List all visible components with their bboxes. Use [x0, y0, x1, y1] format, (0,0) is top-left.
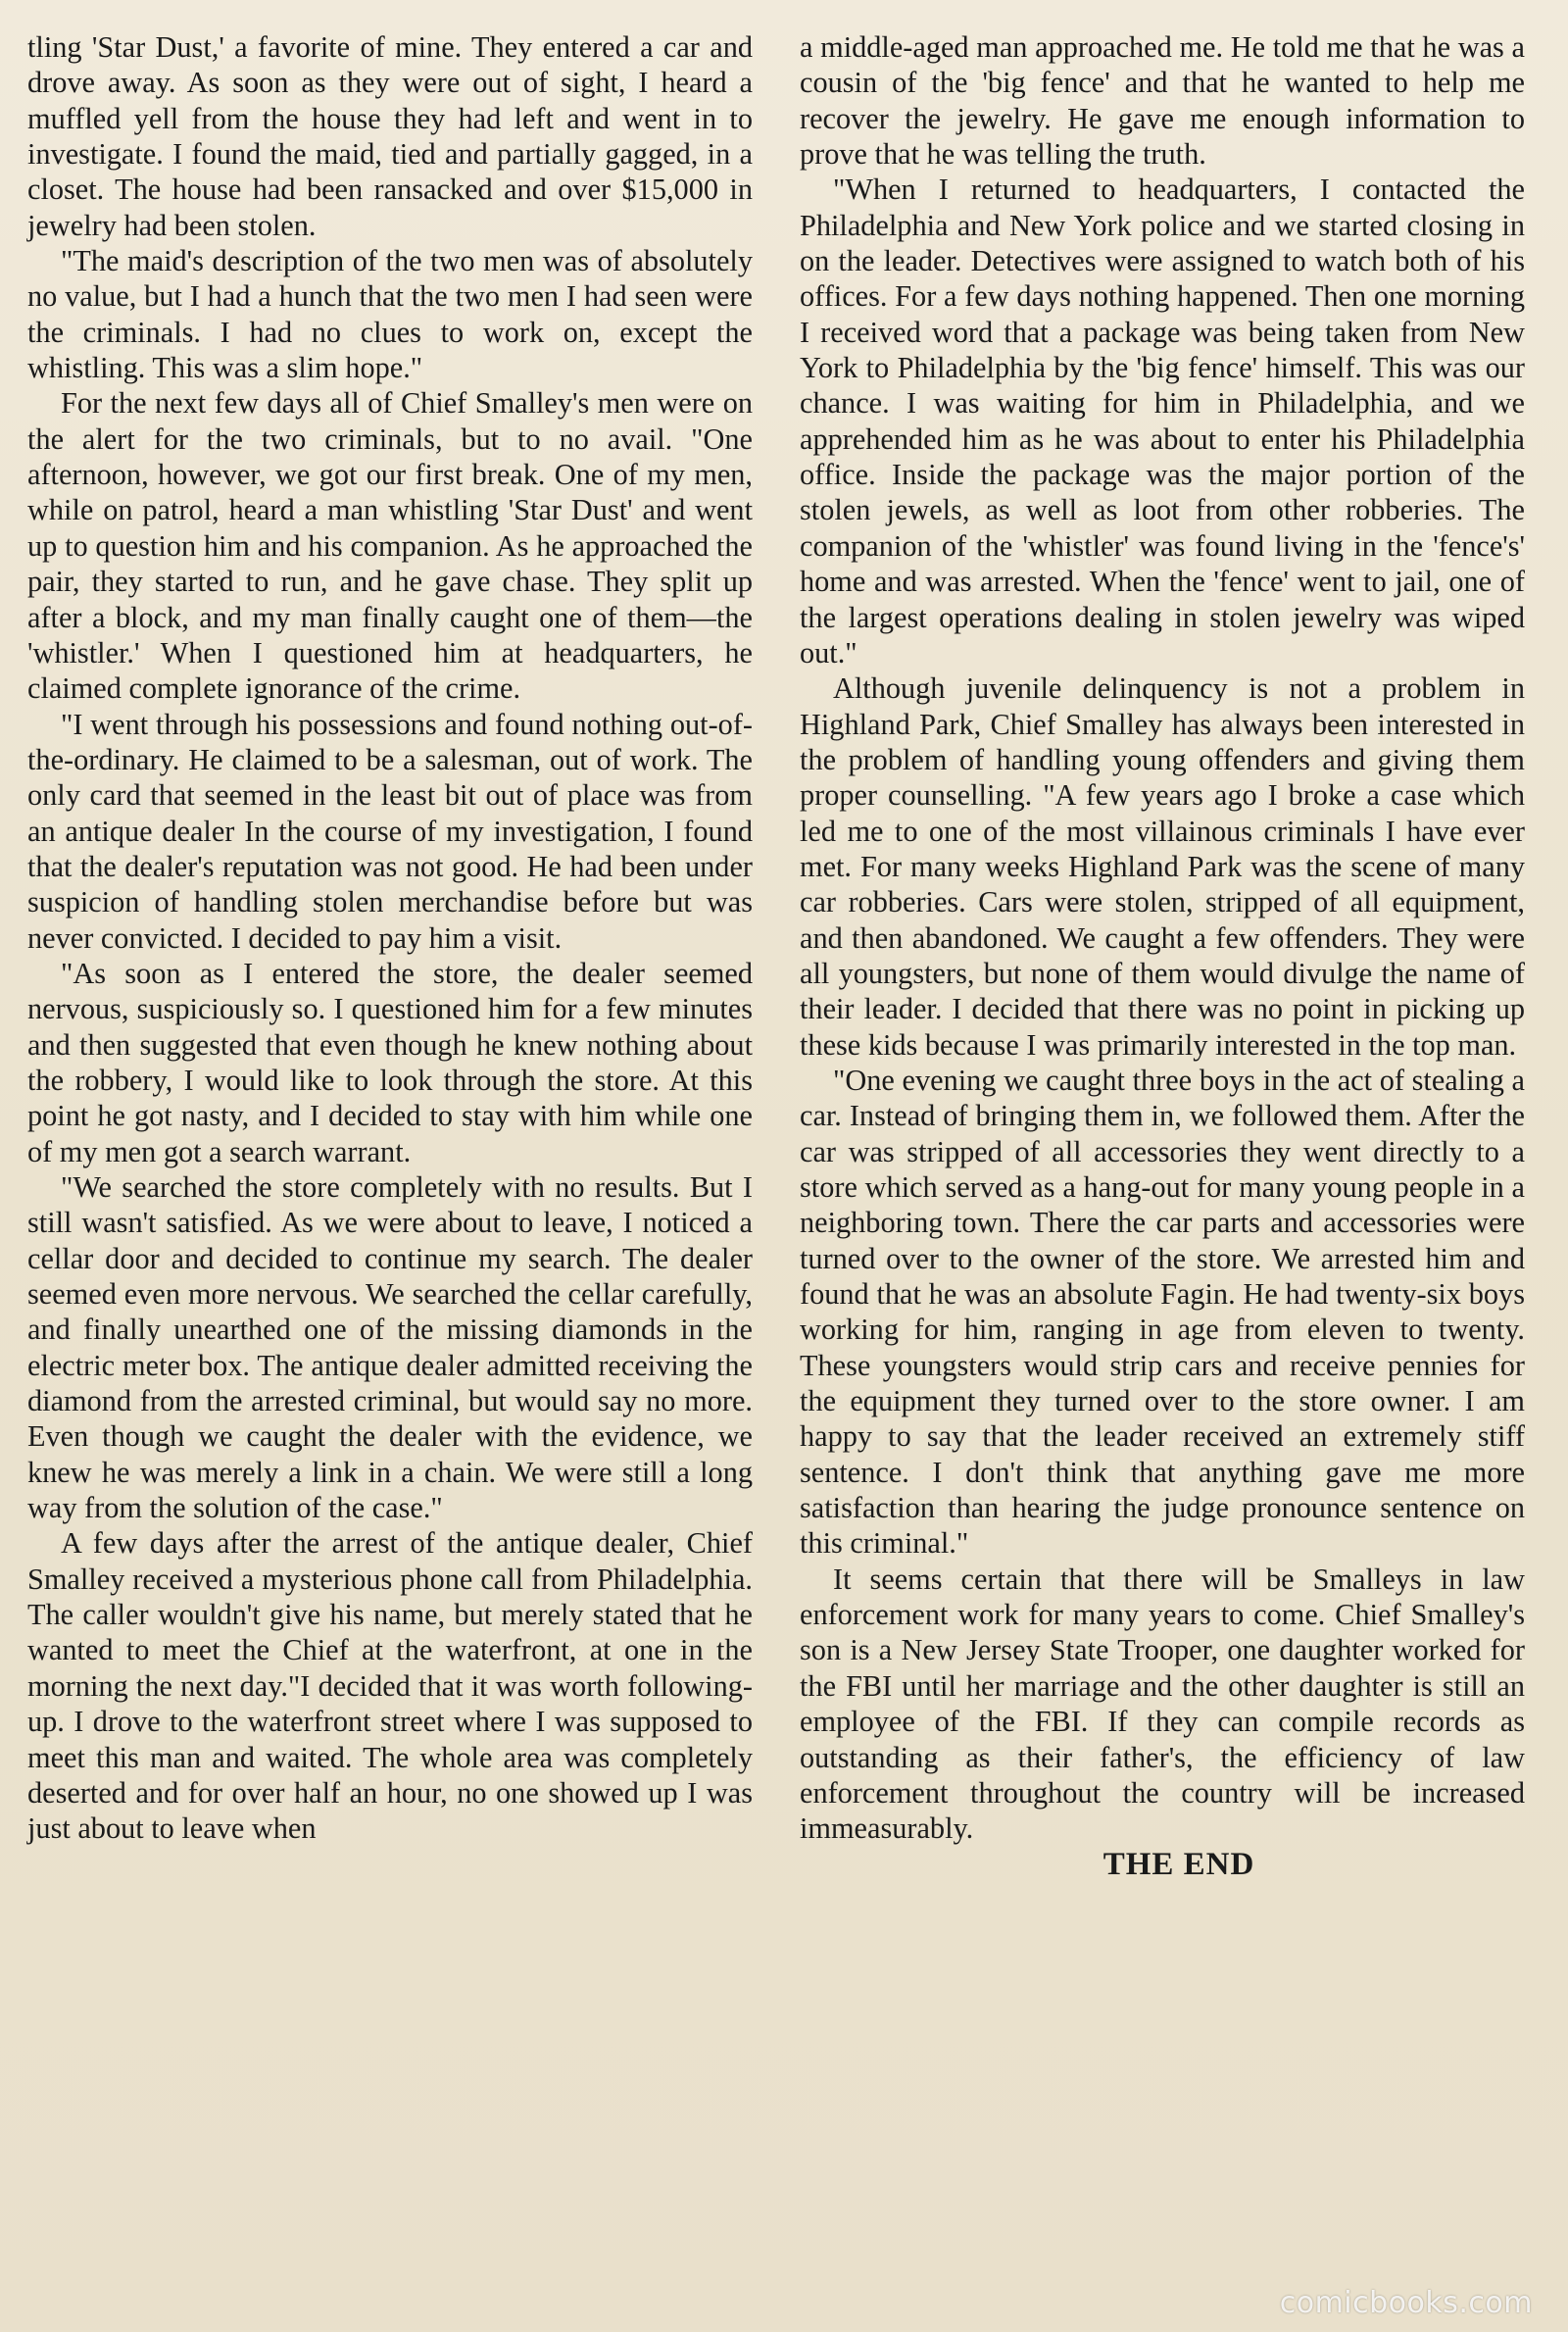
- paragraph: A few days after the arrest of the antique dealer, Chief Smalley received a mysterious phone call from Philadelphia. The caller wouldn't give his name, but merely stated that he wanted to meet the Chief at the waterfront, at one in the morning the next day."I decided that it was worth following-up. I drove to the waterfront street where I was supposed to meet this man and waited. The whole area was completely deserted and for over half an hour, no one showed up I was just about to leave when: [27, 1526, 753, 1846]
- paragraph: tling 'Star Dust,' a favorite of mine. They entered a car and drove away. As soon as they were out of sight, I heard a muffled yell from the house they had left and went in to investigate. I found the maid, tied and partially gagged, in a closet. The house had been ransacked and over $15,000 in jewelry had been stolen.: [27, 30, 753, 242]
- paragraph: For the next few days all of Chief Smalley's men were on the alert for the two criminals, but to no avail. "One afternoon, however, we got our first break. One of my men, while on patrol, heard a man whistling 'Star Dust' and went up to question him and his companion. As he approached the pair, they started to run, and he gave chase. They split up after a block, and my man finally caught one of them—the 'whistler.' When I questioned him at headquarters, he claimed complete ignorance of the crime.: [27, 386, 753, 706]
- text-column-right: [800, 29, 1525, 1882]
- the-end-label: THE END: [1102, 1846, 1255, 1882]
- paragraph: It seems certain that there will be Smalleys in law enforcement work for many years to come. Chief Smalley's son is a New Jersey State Trooper, one daughter worked for the FBI until her marriage and the other daughter is still an employee of the FBI. If they can compile records as outstanding as their father's, the efficiency of law enforcement throughout the country will be increased immeasurably.: [800, 1562, 1525, 1846]
- paragraph: Although juvenile delinquency is not a problem in Highland Park, Chief Smalley has always been interested in the problem of handling young offenders and giving them proper counselling. "A few years ago I broke a case which led me to one of the most villainous criminals I have ever met. For many weeks Highland Park was the scene of many car robberies. Cars were stolen, stripped of all equipment, and then abandoned. We caught a few offenders. They were all youngsters, but none of them would divulge the name of their leader. I decided that there was no point in picking up these kids because I was primarily interested in the top man.: [800, 671, 1525, 1062]
- text-column-left: [27, 29, 753, 1847]
- paragraph: "I went through his possessions and found nothing out-of-the-ordinary. He claimed to be a salesman, out of work. The only card that seemed in the least bit out of place was from an antique dealer In the course of my investigation, I found that the dealer's reputation was not good. He had been under suspicion of handling stolen merchandise before but was never convicted. I decided to pay him a visit.: [27, 707, 753, 955]
- paragraph: "One evening we caught three boys in the act of stealing a car. Instead of bringing them in, we followed them. After the car was stripped of all accessories they went directly to a store which served as a hang-out for many young people in a neighboring town. There the car parts and accessories were turned over to the owner of the store. We arrested him and found that he was an absolute Fagin. He had twenty-six boys working for him, ranging in age from eleven to twenty. These youngsters would strip cars and receive pennies for the equipment they turned over to the store owner. I am happy to say that the leader received an extremely stiff sentence. I don't think that anything gave me more satisfaction than hearing the judge pronounce sentence on this criminal.": [800, 1063, 1525, 1561]
- paragraph: "When I returned to headquarters, I contacted the Philadelphia and New York police and we started closing in on the leader. Detectives were assigned to watch both of his offices. For a few days nothing happened. Then one morning I received word that a package was being taken from New York to Philadelphia by the 'big fence' himself. This was our chance. I was waiting for him in Philadelphia, and we apprehended him as he was about to enter his Philadelphia office. Inside the package was the major portion of the stolen jewels, as well as loot from other robberies. The companion of the 'whistler' was found living in the 'fence's' home and was arrested. When the 'fence' went to jail, one of the largest operations dealing in stolen jewelry was wiped out.": [800, 173, 1525, 670]
- site-watermark: comicbooks.com: [1279, 2286, 1533, 2320]
- paragraph: a middle-aged man approached me. He told me that he was a cousin of the 'big fence' and that he wanted to help me recover the jewelry. He gave me enough information to prove that he was telling the truth.: [800, 30, 1525, 172]
- paragraph: "We searched the store completely with no results. But I still wasn't satisfied. As we were about to leave, I noticed a cellar door and decided to continue my search. The dealer seemed even more nervous. We searched the cellar carefully, and finally unearthed one of the missing diamonds in the electric meter box. The antique dealer admitted receiving the diamond from the arrested criminal, but would say no more. Even though we caught the dealer with the evidence, we knew he was merely a link in a chain. We were still a long way from the solution of the case.": [27, 1170, 753, 1525]
- paragraph: "As soon as I entered the store, the dealer seemed nervous, suspiciously so. I questioned him for a few minutes and then suggested that even though he knew nothing about the robbery, I would like to look through the store. At this point he got nasty, and I decided to stay with him while one of my men got a search warrant.: [27, 956, 753, 1168]
- paragraph: "The maid's description of the two men was of absolutely no value, but I had a hunch that the two men I had seen were the criminals. I had no clues to work on, except the whistling. This was a slim hope.": [27, 244, 753, 385]
